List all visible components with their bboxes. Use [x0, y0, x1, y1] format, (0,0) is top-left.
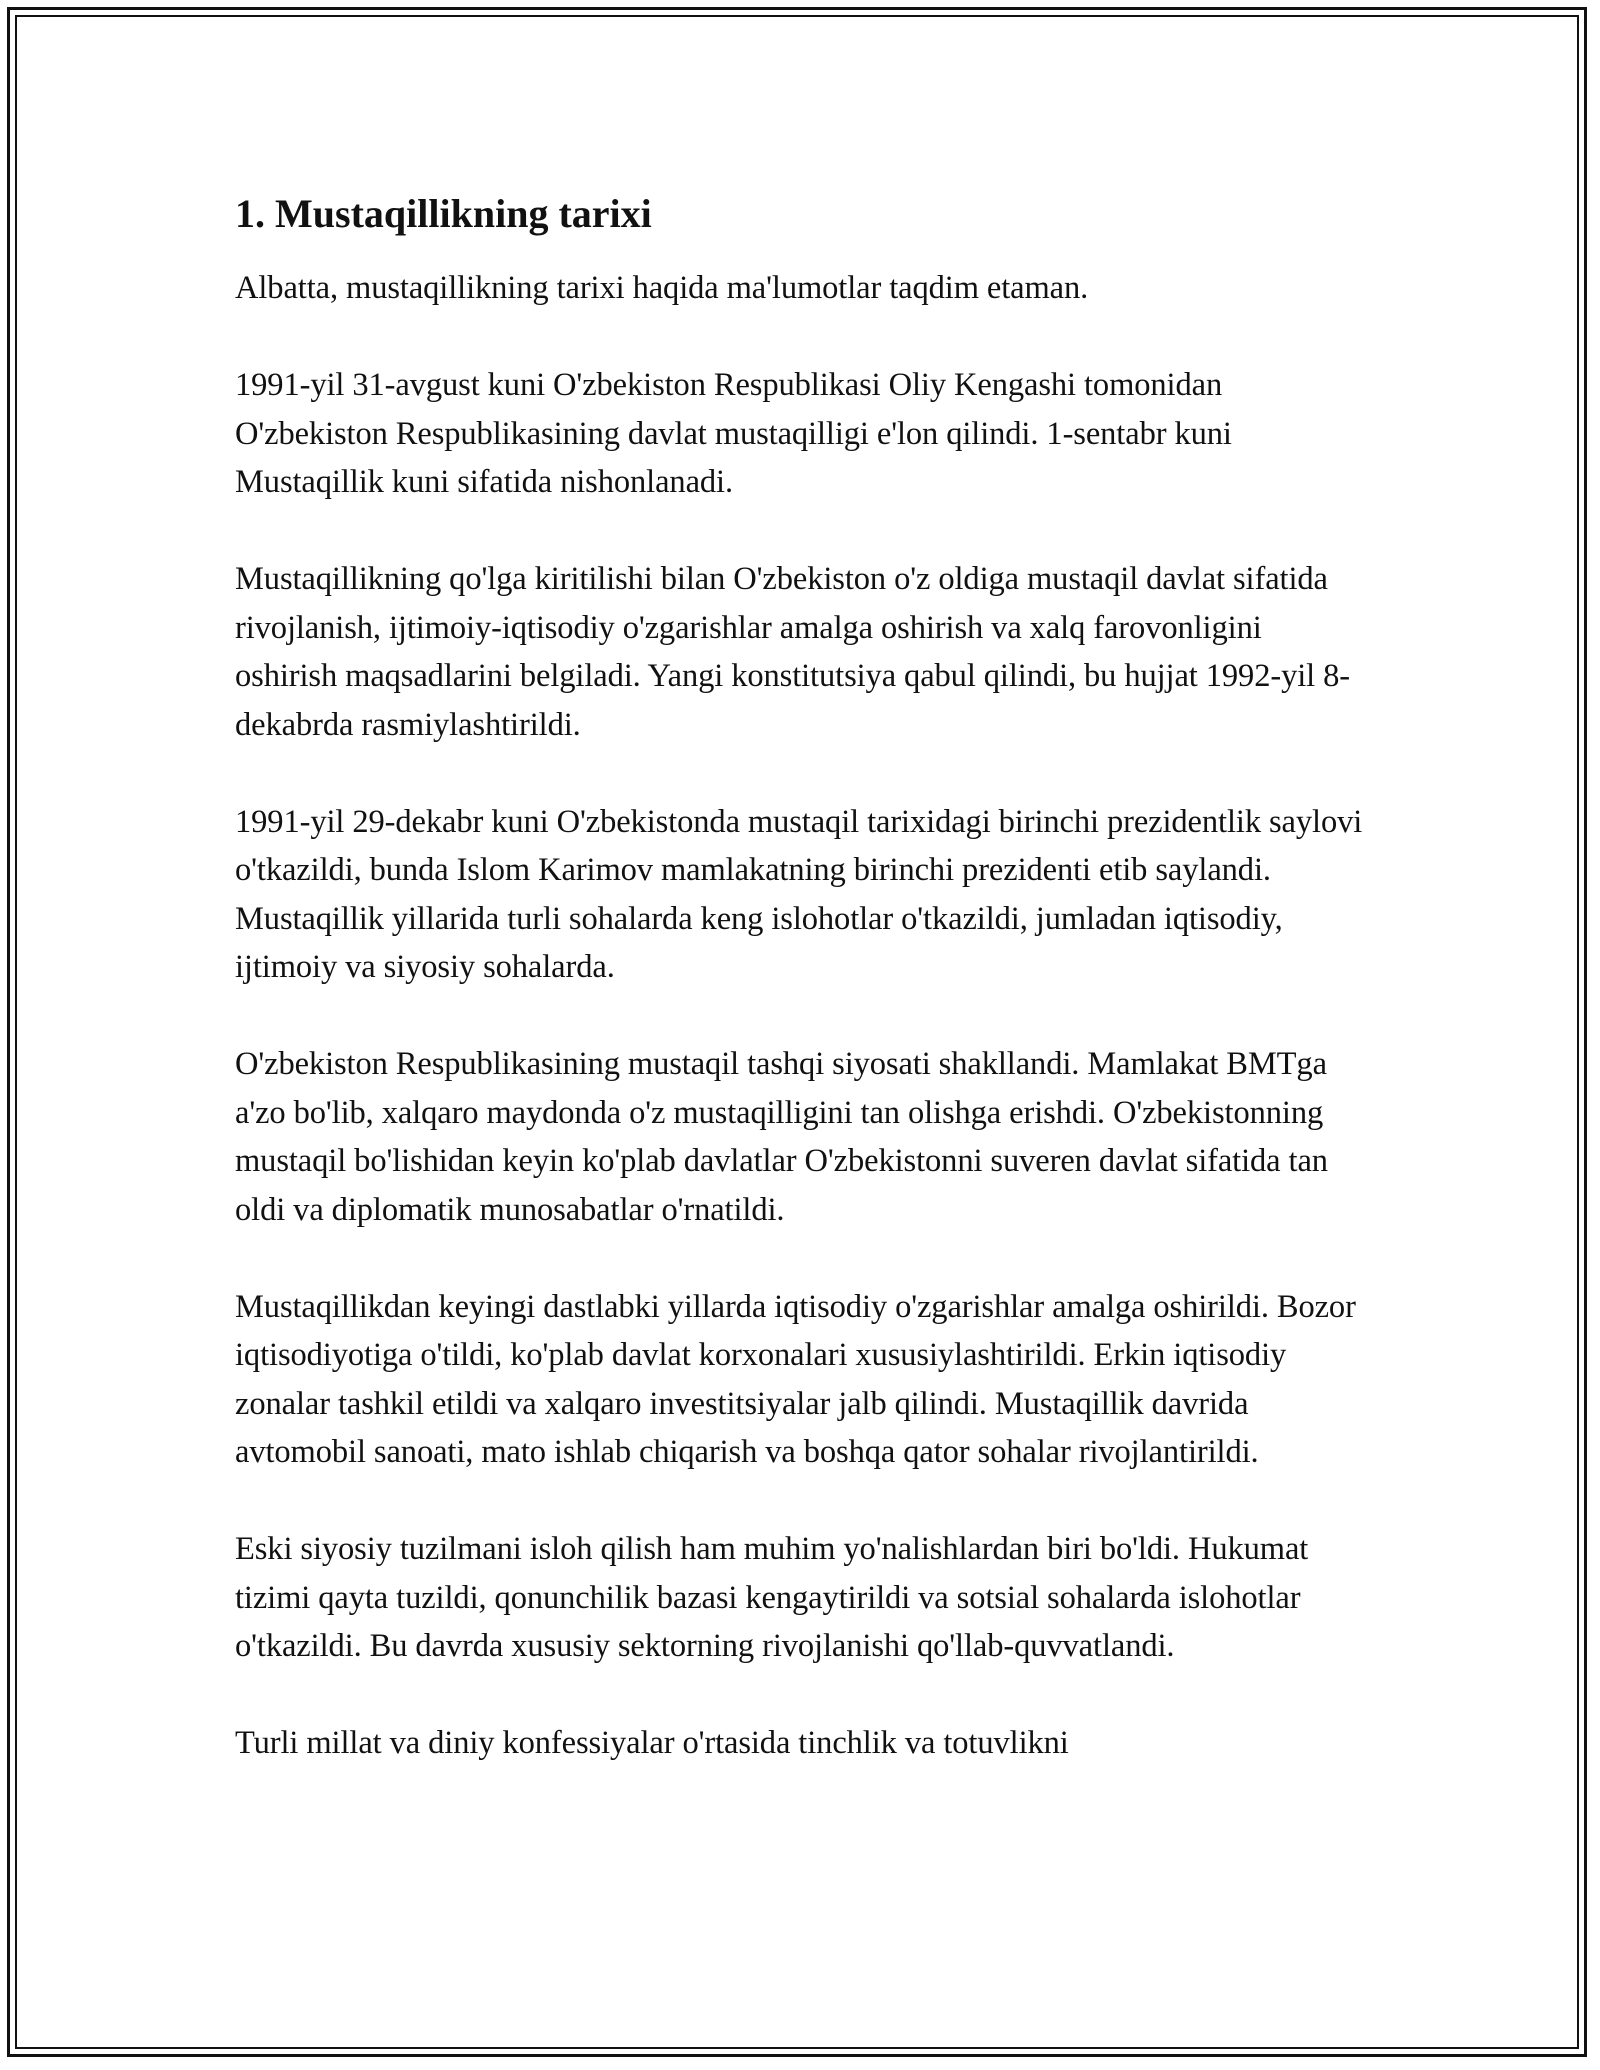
paragraph-interethnic-harmony: Turli millat va diniy konfessiyalar o'rtasida tinchlik va totuvlikni [235, 1725, 1069, 1761]
paragraph-goals-constitution: Mustaqillikning qo'lga kiritilishi bilan O'zbekiston o'z oldiga mustaqil davlat sifatida rivojlanish, ijtimoiy-iqtisodiy o'zgarishlar amalga oshirish va xalq farovonligini oshirish maqsadlarini belgiladi. Yangi konstitutsiya qabul qilindi, bu hujjat 1992-yil 8-dekabrda rasmiylashtirildi. [235, 561, 1350, 743]
paragraph-political-reforms: Eski siyosiy tuzilmani isloh qilish ham muhim yo'nalishlardan biri bo'ldi. Hukumat tizimi qayta tuzildi, qonunchilik bazasi kengaytirildi va sotsial sohalarda islohotlar o'tkazildi. Bu davrda xususiy sektorning rivojlanishi qo'llab-quvvatlandi. [235, 1531, 1309, 1664]
paragraph-independence-declaration: 1991-yil 31-avgust kuni O'zbekiston Respublikasi Oliy Kengashi tomonidan O'zbekiston Respublikasining davlat mustaqilligi e'lon qilindi. 1-sentabr kuni Mustaqillik kuni sifatida nishonlanadi. [235, 367, 1232, 500]
section-heading: 1. Mustaqillikning tarixi [235, 191, 652, 236]
paragraph-intro: Albatta, mustaqillikning tarixi haqida ma'lumotlar taqdim etaman. [235, 270, 1089, 306]
paragraph-economic-reforms: Mustaqillikdan keyingi dastlabki yillarda iqtisodiy o'zgarishlar amalga oshirildi. Bozor iqtisodiyotiga o'tildi, ko'plab davlat korxonalari xususiylashtirildi. Erkin iqtisodiy zonalar tashkil etildi va xalqaro investitsiyalar jalb qilindi. Mustaqillik davrida avtomobil sanoati, mato ishlab chiqarish va boshqa qator sohalar rivojlantirildi. [235, 1288, 1356, 1470]
paragraph-presidential-election: 1991-yil 29-dekabr kuni O'zbekistonda mustaqil tarixidagi birinchi prezidentlik saylovi o'tkazildi, bunda Islom Karimov mamlakatning birinchi prezidenti etib saylandi. Mustaqillik yillarida turli sohalarda keng islohotlar o'tkazildi, jumladan iqtisodiy, ijtimoiy va siyosiy sohalarda. [235, 803, 1363, 985]
document-body [235, 190, 1370, 1816]
paragraph-foreign-policy: O'zbekiston Respublikasining mustaqil tashqi siyosati shakllandi. Mamlakat BMTga a'zo bo'lib, xalqaro maydonda o'z mustaqilligini tan olishga erishdi. O'zbekistonning mustaqil bo'lishidan keyin ko'plab davlatlar O'zbekistonni suveren davlat sifatida tan oldi va diplomatik munosabatlar o'rnatildi. [235, 1046, 1328, 1228]
